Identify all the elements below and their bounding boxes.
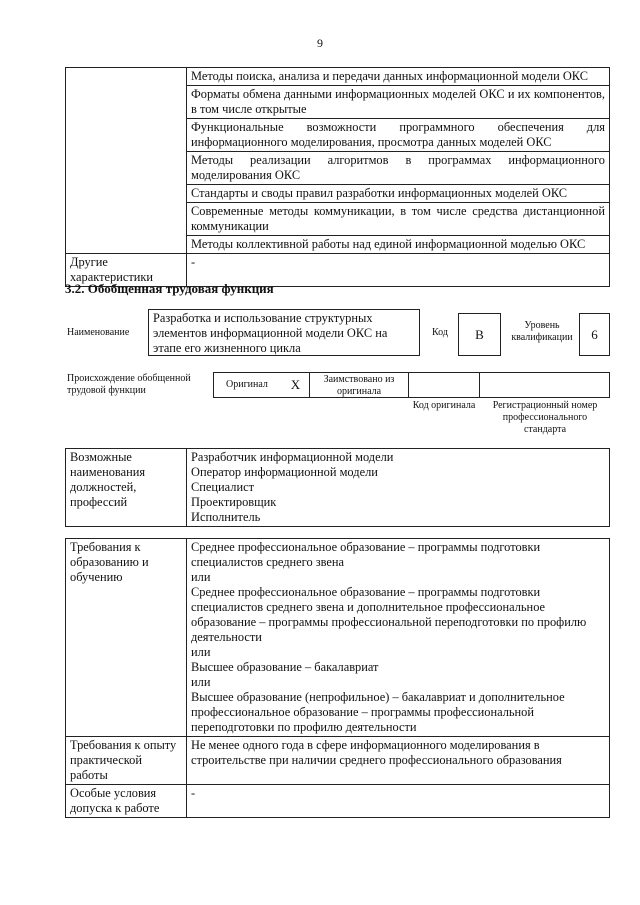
- education-value: [187, 539, 610, 737]
- position-item: Исполнитель: [191, 510, 261, 524]
- origin-label: Происхождение обобщенной трудовой функции: [67, 373, 191, 396]
- function-name-value: Разработка и использование структурных элементов информационной модели ОКС на этапе его жизненного цикла: [153, 311, 388, 355]
- education-label: Требования к образованию и обучению: [66, 539, 187, 737]
- section-heading: 3.2. Обобщенная трудовая функция: [65, 281, 274, 296]
- education-line: Среднее профессиональное образование – программы подготовки специалистов среднего звена и дополнительное профессиональное образование – программы профессиональной переподготовки по профилю деятельности: [191, 585, 587, 644]
- borrowed-cell: [309, 372, 409, 398]
- position-item: Специалист: [191, 480, 254, 494]
- conditions-label: Особые условия допуска к работе: [66, 785, 187, 818]
- requirements-table: [65, 538, 610, 818]
- position-item: Проектировщик: [191, 495, 277, 509]
- knowledge-item: Методы поиска, анализа и передачи данных информационной модели ОКС: [187, 68, 610, 86]
- experience-value: Не менее одного года в сфере информационного моделирования в строительстве при наличии среднего профессионального образования: [187, 737, 610, 785]
- table-row: [66, 737, 610, 785]
- position-item: Разработчик информационной модели: [191, 450, 394, 464]
- reg-number-cell: [479, 372, 610, 398]
- level-value-box: [579, 313, 610, 356]
- knowledge-item: Методы коллективной работы над единой информационной моделью ОКС: [187, 236, 610, 254]
- code-value: B: [475, 327, 484, 342]
- page-number: 9: [317, 36, 323, 50]
- other-characteristics-label: Другие характеристики: [66, 254, 187, 287]
- knowledge-table: [65, 67, 610, 287]
- code-value-box: [458, 313, 501, 356]
- positions-label: Возможные наименования должностей, профессий: [66, 449, 187, 527]
- position-item: Оператор информационной модели: [191, 465, 378, 479]
- table-row: [66, 68, 610, 86]
- positions-table: [65, 448, 610, 527]
- table-row: [66, 785, 610, 818]
- education-line: или: [191, 675, 211, 689]
- code-original-label: Код оригинала: [412, 400, 476, 411]
- function-name-box: [148, 309, 420, 356]
- level-label: Уровень квалификации: [511, 320, 573, 343]
- knowledge-item: Форматы обмена данными информационных моделей ОКС и их компонентов, в том числе открытые: [187, 86, 610, 119]
- other-characteristics-value: -: [187, 254, 610, 287]
- code-label: Код: [432, 327, 448, 338]
- level-value: 6: [591, 327, 598, 342]
- original-mark-cell: [282, 372, 309, 398]
- positions-list: [187, 449, 610, 527]
- knowledge-item: Методы реализации алгоритмов в программах информационного моделирования ОКС: [187, 152, 610, 185]
- education-line: Высшее образование – бакалавриат: [191, 660, 379, 674]
- table-row: [66, 539, 610, 737]
- conditions-value: -: [187, 785, 610, 818]
- name-label: Наименование: [67, 327, 130, 338]
- original-mark: X: [290, 377, 301, 392]
- table-row: [66, 449, 610, 527]
- education-line: Среднее профессиональное образование – программы подготовки специалистов среднего звена: [191, 540, 541, 569]
- code-original-cell: [408, 372, 480, 398]
- knowledge-item: Функциональные возможности программного обеспечения для информационного моделирования, просмотра данных моделей ОКС: [187, 119, 610, 152]
- empty-cell: [66, 68, 187, 254]
- knowledge-item: Стандарты и своды правил разработки информационных моделей ОКС: [187, 185, 610, 203]
- education-line: Высшее образование (непрофильное) – бакалавриат и дополнительное профессиональное образование – программы профессиональной переподготовки по профилю деятельности: [191, 690, 565, 734]
- borrowed-label: Заимствовано из оригинала: [323, 374, 395, 397]
- experience-label: Требования к опыту практической работы: [66, 737, 187, 785]
- education-line: или: [191, 645, 211, 659]
- reg-number-label: Регистрационный номер профессионального стандарта: [492, 400, 598, 435]
- original-label: Оригинал: [226, 379, 268, 390]
- education-line: или: [191, 570, 211, 584]
- knowledge-item: Современные методы коммуникации, в том числе средства дистанционной коммуникации: [187, 203, 610, 236]
